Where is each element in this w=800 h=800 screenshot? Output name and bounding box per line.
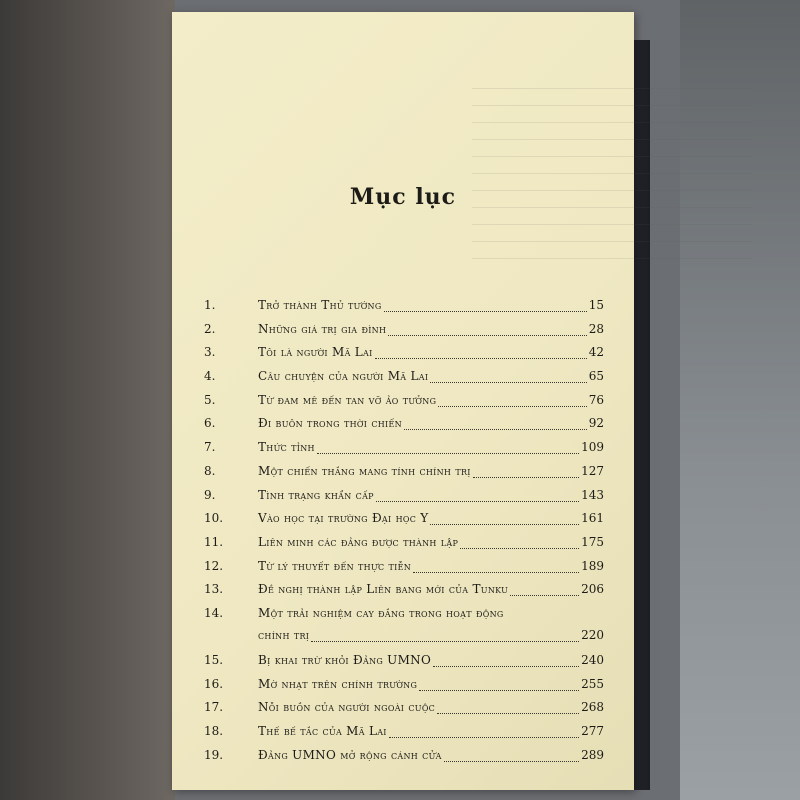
background-left	[0, 0, 175, 800]
toc-entry	[204, 653, 604, 677]
toc-entry	[204, 700, 604, 724]
toc-entry-page-number: 42	[588, 345, 604, 360]
book-page	[172, 12, 634, 790]
toc-entry	[204, 369, 604, 393]
show-through-text	[472, 72, 752, 272]
toc-entry-title: Tình trạng khẩn cấp	[258, 487, 374, 502]
toc-entry-page-number: 15	[588, 298, 604, 312]
toc-entry-title: Trở thành Thủ tướng	[258, 298, 382, 312]
toc-entry-page-number: 161	[581, 511, 604, 526]
dot-leader	[413, 571, 579, 573]
dot-leader	[419, 689, 579, 691]
dot-leader	[311, 640, 579, 642]
toc-entry-title-continued: chính trị	[258, 627, 310, 642]
toc-entry-page-number: 189	[581, 558, 604, 573]
toc-entry-number: 11.	[204, 534, 224, 549]
toc-entry	[204, 511, 604, 535]
dot-leader	[317, 452, 579, 454]
toc-entry	[204, 606, 604, 653]
toc-entry	[204, 393, 604, 417]
toc-entry-title: Câu chuyện của người Mã Lai	[258, 369, 429, 384]
dot-leader	[389, 736, 579, 738]
table-of-contents	[204, 298, 604, 771]
toc-entry-page-number: 255	[581, 676, 604, 691]
toc-entry-number: 9.	[204, 487, 216, 502]
dot-leader	[376, 500, 579, 502]
toc-entry-page-number: 206	[581, 582, 604, 597]
toc-entry-page-number: 76	[588, 392, 604, 407]
toc-entry-title: Thức tỉnh	[258, 440, 315, 455]
toc-entry-page-number: 268	[581, 700, 604, 715]
page-title: Mục lục	[349, 184, 457, 210]
toc-entry-title: Đi buôn trong thời chiến	[258, 416, 402, 431]
toc-entry-title: Thế bế tắc của Mã Lai	[258, 724, 387, 738]
toc-entry-number: 12.	[204, 558, 224, 573]
toc-entry-page-number: 92	[588, 416, 604, 431]
toc-entry-number: 19.	[204, 747, 224, 762]
toc-entry	[204, 416, 604, 440]
toc-entry-page-number: 109	[581, 440, 604, 455]
toc-entry-title: Tôi là người Mã Lai	[258, 345, 373, 360]
toc-entry-number: 18.	[204, 724, 224, 738]
toc-entry	[204, 535, 604, 559]
toc-entry	[204, 298, 604, 322]
toc-entry-number: 5.	[204, 392, 216, 407]
dot-leader	[473, 476, 579, 478]
toc-entry-number: 3.	[204, 345, 216, 360]
toc-entry-number: 7.	[204, 440, 216, 455]
toc-entry-page-number: 220	[581, 627, 604, 642]
toc-entry	[204, 464, 604, 488]
toc-entry-number: 16.	[204, 676, 224, 691]
toc-entry-number: 1.	[204, 298, 216, 312]
toc-entry-title: Một chiến thắng mang tính chính trị	[258, 463, 471, 478]
toc-entry-number: 8.	[204, 463, 216, 478]
toc-entry-title: Đảng UMNO mở rộng cánh cửa	[258, 747, 442, 762]
dot-leader	[404, 428, 587, 430]
toc-entry-title: Liên minh các đảng được thành lập	[258, 534, 459, 549]
dot-leader	[375, 357, 587, 359]
dot-leader	[438, 405, 587, 407]
toc-entry-page-number: 240	[581, 652, 604, 667]
toc-entry-page-number: 127	[581, 463, 604, 478]
toc-entry-number: 6.	[204, 416, 216, 431]
toc-entry-page-number: 28	[588, 321, 604, 336]
dot-leader	[384, 310, 587, 312]
dot-leader	[510, 594, 579, 596]
dot-leader	[433, 665, 579, 667]
toc-entry-title: Những giá trị gia đình	[258, 321, 387, 336]
toc-entry-number: 10.	[204, 511, 224, 526]
toc-entry	[204, 440, 604, 464]
toc-entry-number: 4.	[204, 369, 216, 384]
dot-leader	[444, 760, 579, 762]
toc-entry-page-number: 175	[581, 534, 604, 549]
toc-entry-title: Một trải nghiệm cay đắng trong hoạt động	[258, 605, 504, 620]
toc-entry-number: 17.	[204, 700, 224, 715]
toc-entry-page-number: 289	[581, 747, 604, 762]
toc-entry-title: Vào học tại trường Đại học Y	[258, 511, 429, 526]
toc-entry-page-number: 65	[588, 369, 604, 384]
toc-entry-title: Từ lý thuyết đến thực tiễn	[258, 558, 412, 573]
toc-entry-number: 15.	[204, 652, 224, 667]
toc-entry-number: 14.	[204, 605, 224, 620]
toc-entry	[204, 582, 604, 606]
toc-entry	[204, 322, 604, 346]
dot-leader	[460, 547, 579, 549]
toc-entry-number: 13.	[204, 582, 224, 597]
toc-entry	[204, 677, 604, 701]
toc-entry-title: Đề nghị thành lập Liên bang mới của Tunku	[258, 582, 509, 597]
toc-entry	[204, 724, 604, 748]
dot-leader	[430, 381, 587, 383]
toc-entry-number: 2.	[204, 321, 216, 336]
dot-leader	[437, 712, 579, 714]
toc-entry	[204, 559, 604, 583]
dot-leader	[388, 334, 587, 336]
toc-entry-title: Nỗi buồn của người ngoài cuộc	[258, 700, 436, 715]
toc-entry	[204, 488, 604, 512]
toc-entry-page-number: 143	[581, 487, 604, 502]
toc-entry	[204, 345, 604, 369]
toc-entry-title: Từ đam mê đến tan vỡ ảo tưởng	[258, 392, 437, 407]
dot-leader	[430, 523, 579, 525]
toc-entry-title: Mờ nhạt trên chính trường	[258, 676, 418, 691]
toc-entry	[204, 748, 604, 772]
toc-entry-title: Bị khai trừ khỏi Đảng UMNO	[258, 652, 432, 667]
toc-entry-page-number: 277	[581, 724, 604, 738]
